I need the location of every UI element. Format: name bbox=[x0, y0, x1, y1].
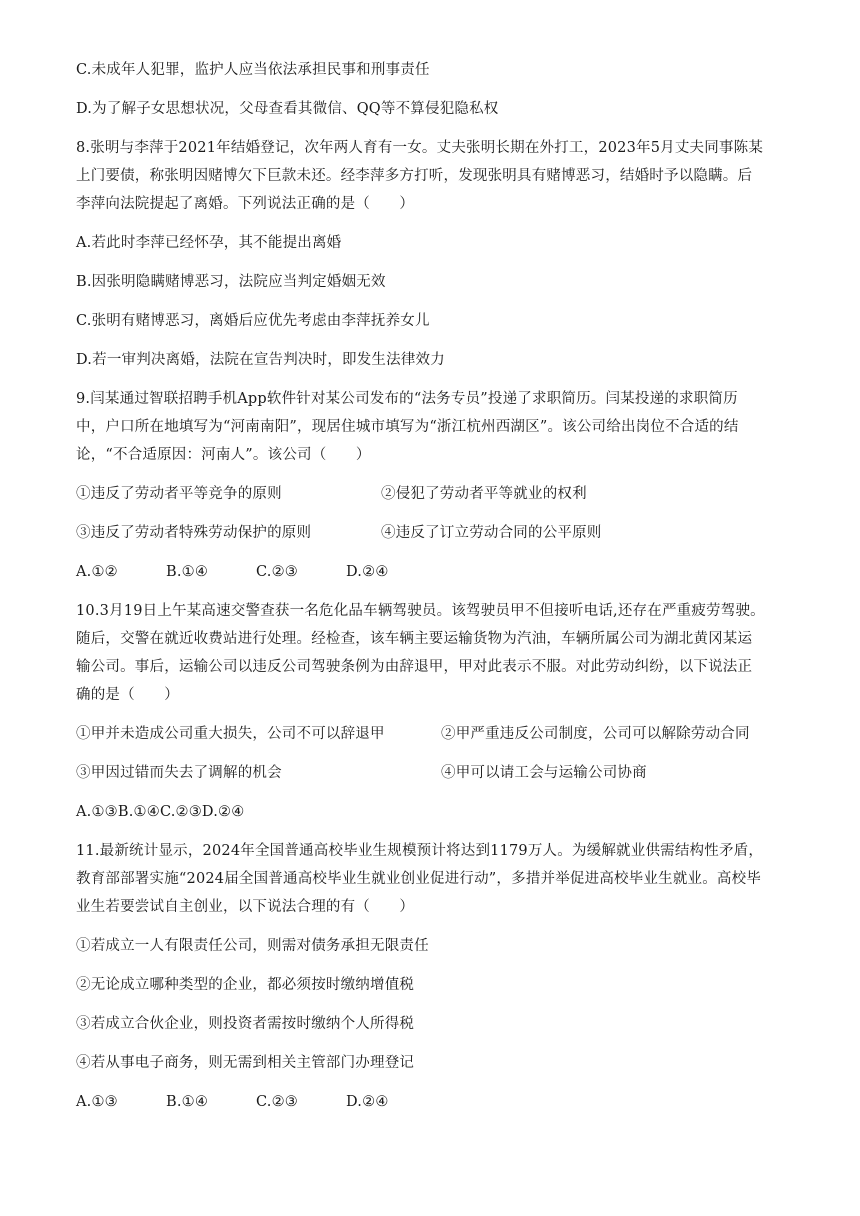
q9-options bbox=[76, 562, 796, 583]
q9-option-d: D.②④ bbox=[346, 564, 389, 580]
q10-options: A.①③B.①④C.②③D.②④ bbox=[76, 804, 245, 820]
q10-stem-line: 10.3月19日上午某高速交警查获一名危化品车辆驾驶员。该驾驶员甲不但接听电话,还存在严重疲劳驾驶。 bbox=[76, 603, 765, 619]
q11-statement-3: ③若成立合伙企业，则投资者需按时缴纳个人所得税 bbox=[76, 1016, 415, 1032]
q9-statement-4: ④违反了订立劳动合同的公平原则 bbox=[381, 525, 602, 541]
q9-statement-1: ①违反了劳动者平等竞争的原则 bbox=[76, 486, 282, 502]
q8-stem-line: 李萍向法院提起了离婚。下列说法正确的是（ ） bbox=[76, 196, 415, 212]
q10-statements-row-1 bbox=[76, 724, 796, 745]
q8-option-c: C.张明有赌博恶习，离婚后应优先考虑由李萍抚养女儿 bbox=[76, 313, 430, 329]
q7-option-c: C.未成年人犯罪，监护人应当依法承担民事和刑事责任 bbox=[76, 62, 430, 78]
q9-stem bbox=[76, 389, 796, 466]
q10-statement-1: ①甲并未造成公司重大损失，公司不可以辞退甲 bbox=[76, 726, 385, 742]
q11-stem-line: 业生若要尝试自主创业，以下说法合理的有（ ） bbox=[76, 899, 415, 915]
q10-statement-2: ②甲严重违反公司制度，公司可以解除劳动合同 bbox=[441, 726, 750, 742]
q9-stem-line: 论，“不合适原因：河南人”。该公司（ ） bbox=[76, 447, 371, 463]
q11-stem-line: 11.最新统计显示，2024年全国普通高校毕业生规模预计将达到1179万人。为缓解就业供需结构性矛盾， bbox=[76, 843, 764, 859]
q11-statement-4: ④若从事电子商务，则无需到相关主管部门办理登记 bbox=[76, 1055, 415, 1071]
q9-option-a: A.①② bbox=[76, 564, 118, 580]
q10-statement-4: ④甲可以请工会与运输公司协商 bbox=[441, 765, 647, 781]
q9-stem-line: 9.闫某通过智联招聘手机App软件针对某公司发布的“法务专员”投递了求职简历。闫某投递的求职简历 bbox=[76, 391, 738, 407]
q11-option-a: A.①③ bbox=[76, 1094, 118, 1110]
q11-statement-1: ①若成立一人有限责任公司，则需对债务承担无限责任 bbox=[76, 938, 429, 954]
q9-stem-line: 中，户口所在地填写为“河南南阳”，现居住城市填写为“浙江杭州西湖区”。该公司给出岗位不合适的结 bbox=[76, 419, 739, 435]
q9-statements-row-1 bbox=[76, 484, 796, 505]
q9-statement-2: ②侵犯了劳动者平等就业的权利 bbox=[381, 486, 587, 502]
q10-statement-3: ③甲因过错而失去了调解的机会 bbox=[76, 765, 282, 781]
q9-option-c: C.②③ bbox=[256, 564, 298, 580]
q10-stem-line: 随后，交警在就近收费站进行处理。经检查，该车辆主要运输货物为汽油，车辆所属公司为湖北黄冈某运 bbox=[76, 631, 753, 647]
q9-statement-3: ③违反了劳动者特殊劳动保护的原则 bbox=[76, 525, 312, 541]
q11-options bbox=[76, 1092, 796, 1113]
q10-stem bbox=[76, 601, 796, 706]
q9-statements-row-2 bbox=[76, 523, 796, 544]
q11-option-b: B.①④ bbox=[166, 1094, 209, 1110]
exam-page bbox=[76, 60, 796, 1113]
q11-stem-line: 教育部部署实施“2024届全国普通高校毕业生就业创业促进行动”，多措并举促进高校毕业生就业。高校毕 bbox=[76, 871, 762, 887]
q10-statements-row-2 bbox=[76, 763, 796, 784]
q10-stem-line: 输公司。事后，运输公司以违反公司驾驶条例为由辞退甲，甲对此表示不服。对此劳动纠纷，以下说法正 bbox=[76, 659, 753, 675]
q11-option-c: C.②③ bbox=[256, 1094, 298, 1110]
q8-option-d: D.若一审判决离婚，法院在宣告判决时，即发生法律效力 bbox=[76, 352, 445, 368]
q9-option-b: B.①④ bbox=[166, 564, 209, 580]
q11-statement-2: ②无论成立哪种类型的企业，都必须按时缴纳增值税 bbox=[76, 977, 415, 993]
q7-option-d: D.为了解子女思想状况，父母查看其微信、QQ等不算侵犯隐私权 bbox=[76, 101, 499, 117]
q8-stem-line: 8.张明与李萍于2021年结婚登记，次年两人育有一女。丈夫张明长期在外打工，2023年5月丈夫同事陈某 bbox=[76, 140, 764, 156]
q11-stem bbox=[76, 841, 796, 918]
q8-option-b: B.因张明隐瞒赌博恶习，法院应当判定婚姻无效 bbox=[76, 274, 386, 290]
q10-stem-line: 确的是（ ） bbox=[76, 687, 179, 703]
q8-option-a: A.若此时李萍已经怀孕，其不能提出离婚 bbox=[76, 235, 342, 251]
q8-stem-line: 上门要债，称张明因赌博欠下巨款未还。经李萍多方打听，发现张明具有赌博恶习，结婚时予以隐瞒。后 bbox=[76, 168, 753, 184]
q11-option-d: D.②④ bbox=[346, 1094, 389, 1110]
q8-stem bbox=[76, 138, 796, 215]
